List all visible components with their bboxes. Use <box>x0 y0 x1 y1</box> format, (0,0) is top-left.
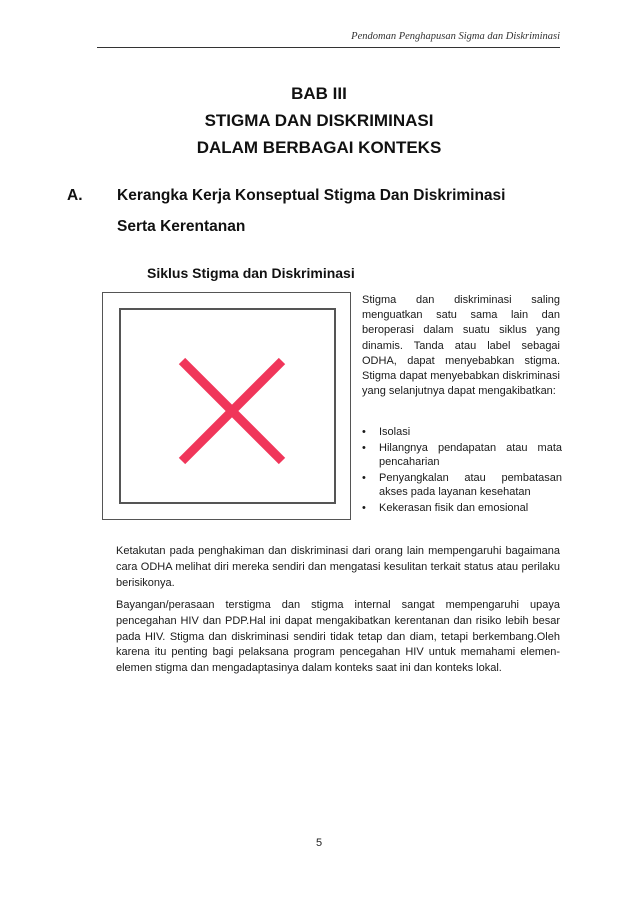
list-item: • Penyangkalan atau pembatasan akses pada layanan kesehatan <box>362 471 562 498</box>
subsection-heading: Siklus Stigma dan Diskriminasi <box>147 265 355 281</box>
bullet-icon: • <box>362 471 366 484</box>
chapter-title <box>0 80 638 161</box>
body-paragraph-1: Ketakutan pada penghakiman dan diskriminasi dari orang lain mempengaruhi bagaimana cara ODHA melihat diri mereka sendiri dan mengatasi kesulitan terkait status atau perilaku berisikonya. <box>116 545 560 589</box>
section-heading <box>67 180 567 242</box>
consequence-list <box>362 425 562 516</box>
section-title-line-2: Serta Kerentanan <box>117 218 246 235</box>
page-number: 5 <box>315 837 323 849</box>
list-item: • Isolasi <box>362 426 411 438</box>
section-title-line-1: Kerangka Kerja Konseptual Stigma Dan Diskriminasi <box>117 187 506 204</box>
chapter-number: BAB III <box>291 84 347 103</box>
bullet-icon: • <box>362 441 366 454</box>
bullet-icon: • <box>362 501 366 514</box>
header-rule <box>97 47 560 48</box>
chapter-title-line-2: DALAM BERBAGAI KONTEKS <box>196 138 442 157</box>
chapter-title-line-1: STIGMA DAN DISKRIMINASI <box>204 111 434 130</box>
list-item: • Hilangnya pendapatan atau mata pencaharian <box>362 441 562 468</box>
running-header: Pendoman Penghapusan Sigma dan Diskriminasi <box>351 31 560 42</box>
list-item: • Kekerasan fisik dan emosional <box>362 501 529 514</box>
bullet-icon: • <box>362 426 366 438</box>
body-paragraph-2: Bayangan/perasaan terstigma dan stigma internal sangat mempengaruhi upaya pencegahan HIV dan PDP.Hal ini dapat mengakibatkan kerentanan dan risiko lebih besar pada HIV. Stigma dan diskriminasi sendiri tidak tetap dan diam, tetapi berkembang.Oleh karena itu penting bagi pelaksana program pencegahan HIV untuk memahami elemen-elemen stigma dan mengadaptasinya dalam konteks saat ini dan konteks lokal. <box>116 599 560 675</box>
broken-image-x-icon <box>121 310 334 502</box>
section-number: A. <box>67 187 83 204</box>
figure-placeholder <box>119 308 336 504</box>
figure-side-text: Stigma dan diskriminasi saling menguatkan satu sama lain dan beroperasi dalam suatu siklus yang dinamis. Tanda atau label sebagai ODHA, dapat menyebabkan stigma. Stigma dapat menyebabkan diskriminasi yang selanjutnya dapat mengakibatkan: <box>362 294 560 398</box>
figure-frame <box>102 292 351 520</box>
